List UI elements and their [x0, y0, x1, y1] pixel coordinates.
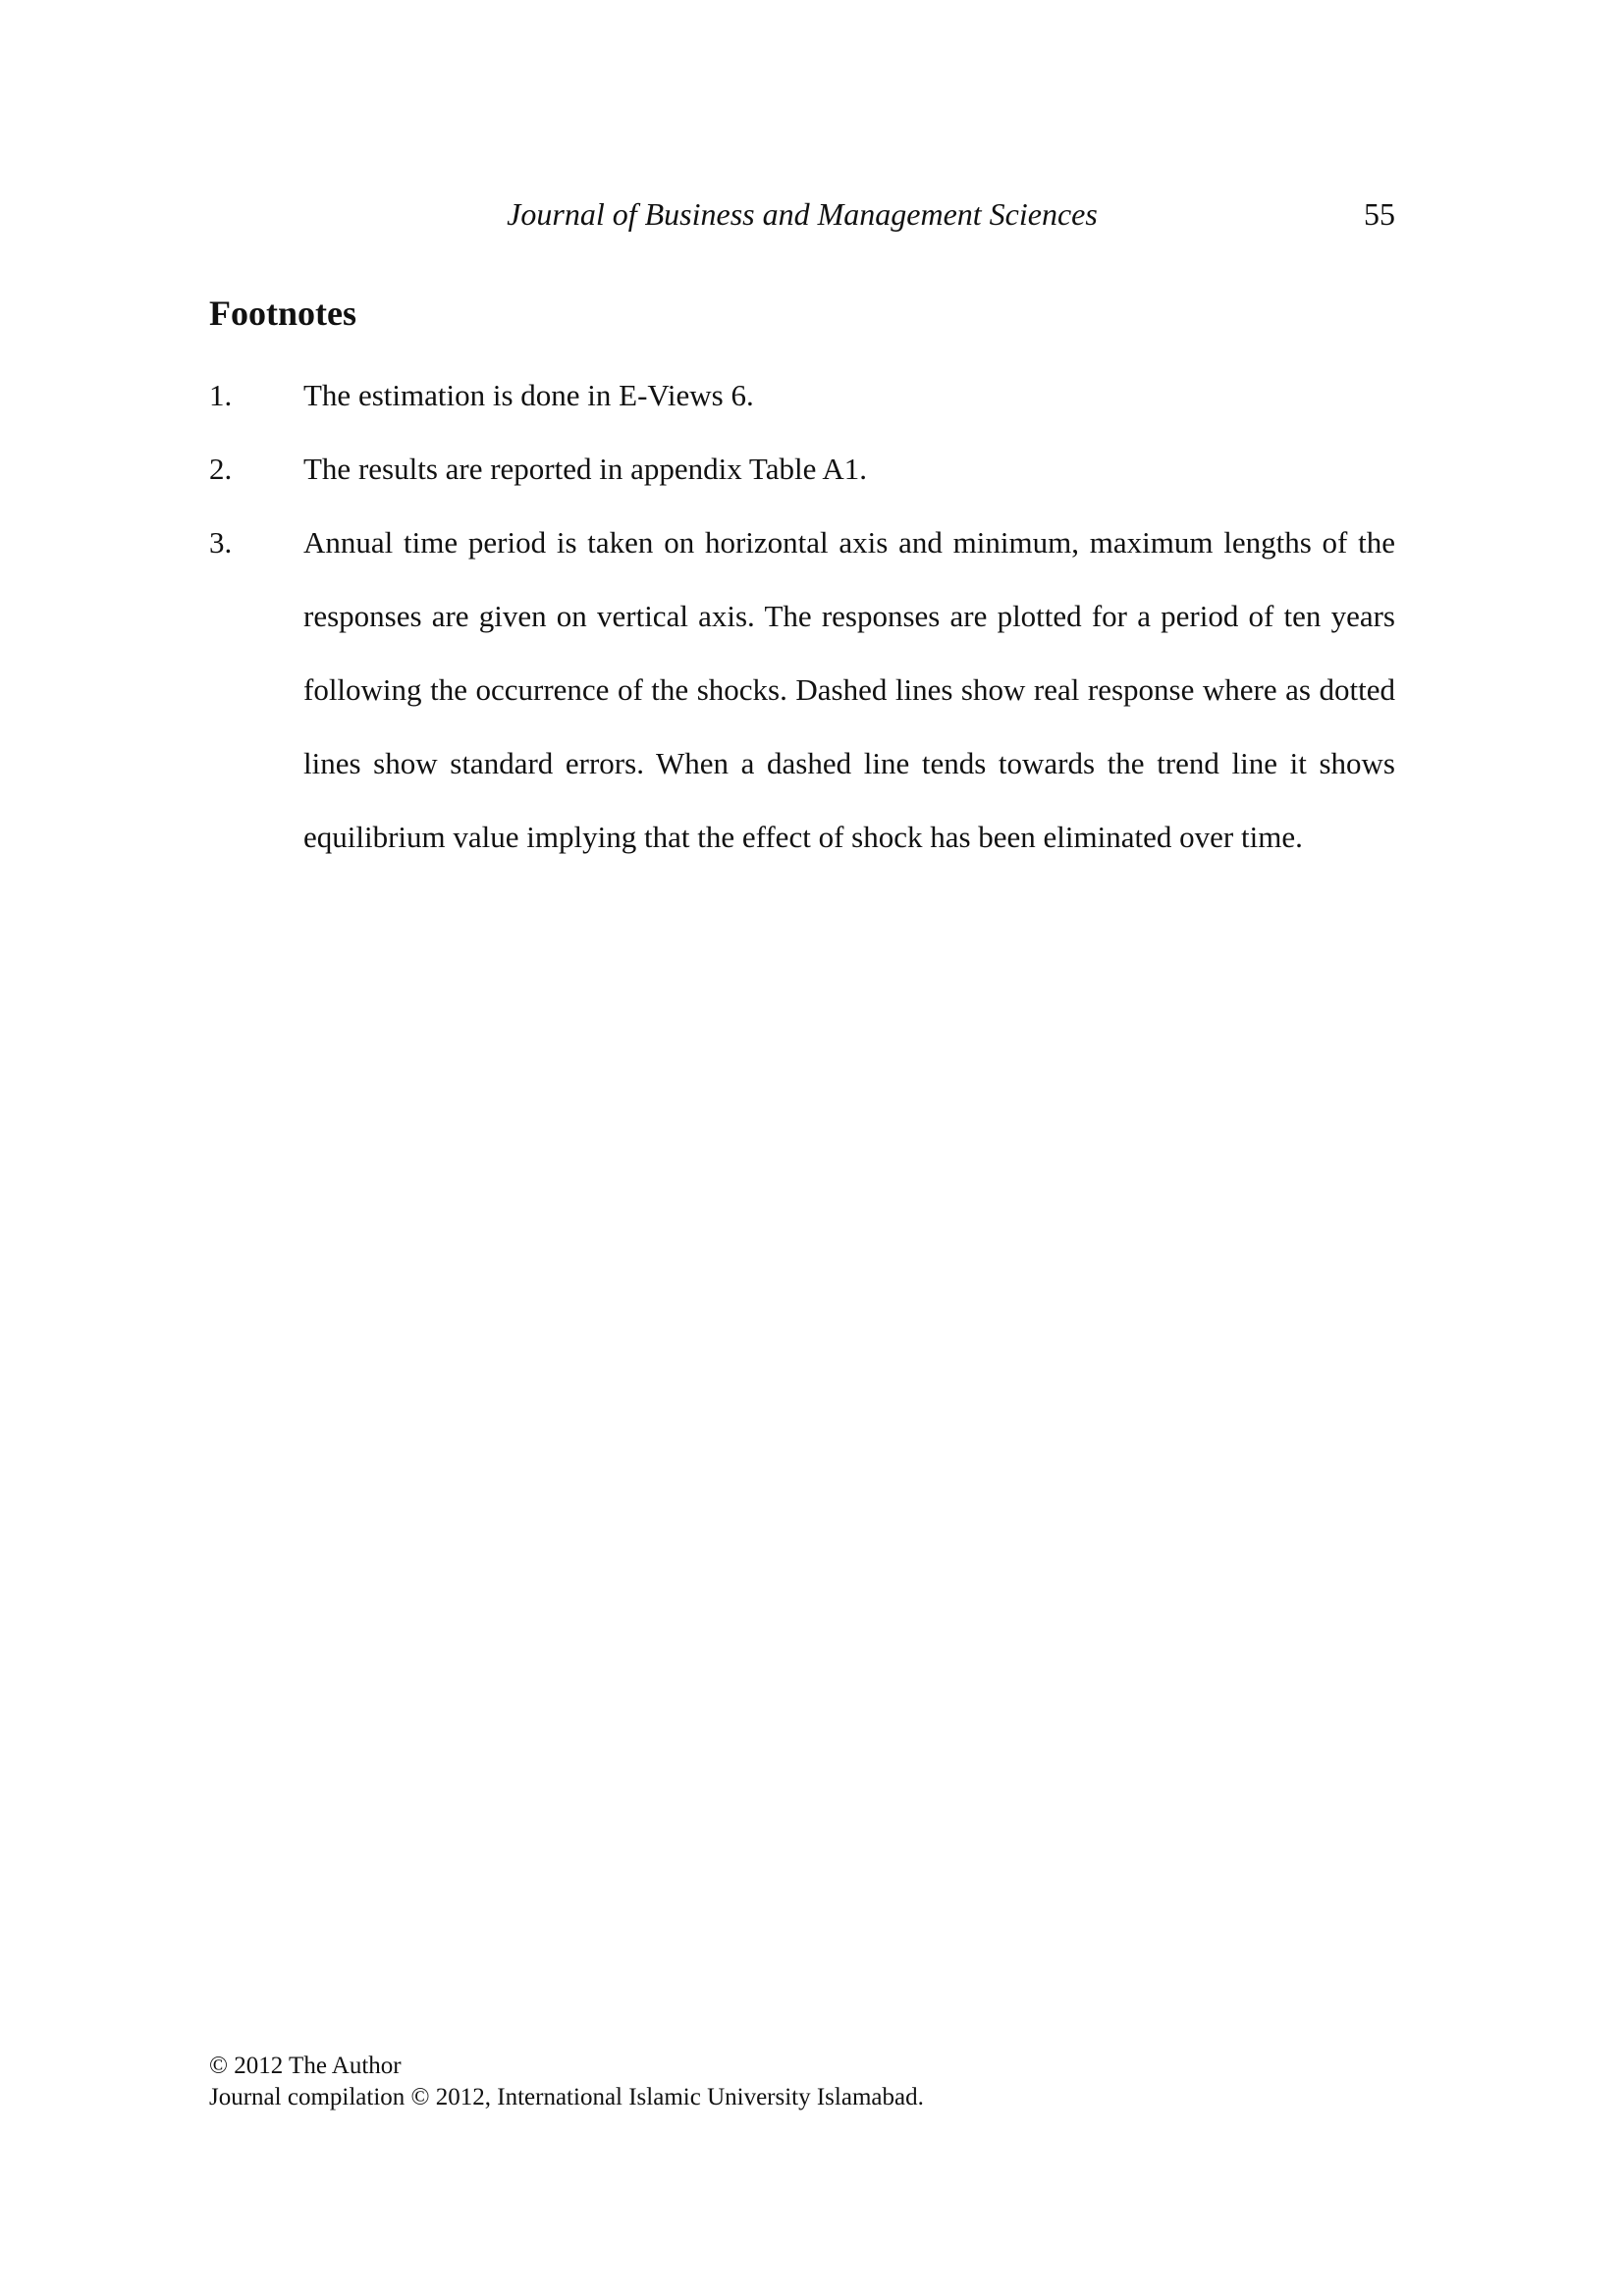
footnote-item [209, 506, 1395, 874]
copyright-block [209, 2051, 924, 2113]
footnote-number: 1. [209, 378, 233, 412]
page-number: 55 [1364, 196, 1395, 232]
journal-title: Journal of Business and Management Sciences [507, 196, 1098, 232]
journal-compilation-line: Journal compilation © 2012, International Islamic University Islamabad. [209, 2084, 924, 2110]
footnote-item [209, 432, 1395, 506]
footnote-text: The results are reported in appendix Table A1. [303, 452, 868, 486]
footnote-text: The estimation is done in E-Views 6. [303, 378, 754, 412]
footnote-item [209, 358, 1395, 432]
running-header [209, 192, 1395, 241]
footnote-list [209, 358, 1395, 874]
footnote-text: Annual time period is taken on horizontal axis and minimum, maximum lengths of the responses are given on vertical axis. The responses are plotted for a period of ten years following the occurrence of the shocks. Dashed lines show real response where as dotted lines show standard errors. When a dashed line tends towards the trend line it shows equilibrium value implying that the effect of shock has been eliminated over time. [303, 525, 1395, 854]
copyright-line: © 2012 The Author [209, 2053, 402, 2079]
footnote-number: 2. [209, 452, 233, 486]
footnote-number: 3. [209, 525, 233, 560]
section-heading: Footnotes [209, 294, 356, 333]
